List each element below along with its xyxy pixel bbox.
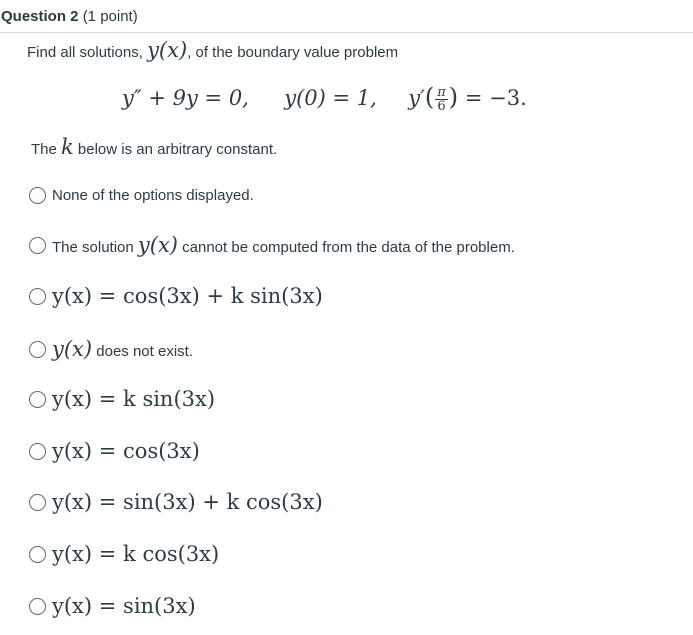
question-prompt xyxy=(27,38,398,65)
option-math: y(x) = k sin(3x) xyxy=(52,387,216,411)
constant-note-after: below is an arbitrary constant. xyxy=(73,141,278,158)
question-header xyxy=(0,0,693,33)
option-math: y(x) = sin(3x) + k cos(3x) xyxy=(52,490,323,514)
prompt-text-before: Find all solutions, xyxy=(27,44,148,61)
radio-button[interactable] xyxy=(29,341,46,358)
option-label xyxy=(52,337,193,361)
option-math: y(x) xyxy=(137,233,178,257)
radio-button[interactable] xyxy=(29,494,46,511)
constant-note-before: The xyxy=(31,141,62,158)
question-title: Question 2 xyxy=(1,8,79,25)
option-math: y(x) = cos(3x) xyxy=(52,439,200,463)
option-text-after: does not exist. xyxy=(92,343,193,360)
answer-option-cos-plus-ksin[interactable] xyxy=(29,284,323,308)
option-math: y(x) xyxy=(52,337,93,361)
question-points: (1 point) xyxy=(82,8,138,25)
answer-option-sin[interactable] xyxy=(29,594,196,618)
answer-option-none[interactable] xyxy=(29,187,254,204)
boundary-value-equation: y″ + 9y = 0, y(0) = 1, y′( $\frac{\pi}{6}$ ) = −3. xyxy=(122,83,527,114)
answer-option-sin-plus-kcos[interactable] xyxy=(29,490,323,514)
radio-button[interactable] xyxy=(29,598,46,615)
option-math: y(x) = k cos(3x) xyxy=(52,542,220,566)
constant-variable: k xyxy=(61,135,74,159)
option-math: y(x) = cos(3x) + k sin(3x) xyxy=(52,284,323,308)
prompt-text-after: , of the boundary value problem xyxy=(187,44,399,61)
answer-option-ksin[interactable] xyxy=(29,387,215,411)
option-label: None of the options displayed. xyxy=(52,187,254,204)
prompt-function: y(x) xyxy=(147,38,188,62)
option-math: y(x) = sin(3x) xyxy=(52,594,196,618)
equation-ode: y″ + 9y = 0, xyxy=(122,86,249,110)
equation-bc2-prefix: y′ xyxy=(408,86,425,110)
option-label xyxy=(52,233,515,257)
answer-option-kcos[interactable] xyxy=(29,542,219,566)
fraction-numerator: π xyxy=(437,85,446,100)
radio-button[interactable] xyxy=(29,237,46,254)
option-text-before: The solution xyxy=(52,239,138,256)
answer-option-does-not-exist[interactable] xyxy=(29,337,193,361)
equation-bc2-fraction xyxy=(435,86,448,113)
radio-button[interactable] xyxy=(29,288,46,305)
radio-button[interactable] xyxy=(29,391,46,408)
equation-bc1: y(0) = 1, xyxy=(284,86,377,110)
radio-button[interactable] xyxy=(29,187,46,204)
equation-bc2-suffix: = −3. xyxy=(464,86,527,110)
radio-button[interactable] xyxy=(29,546,46,563)
answer-option-cos[interactable] xyxy=(29,439,200,463)
fraction-denominator: 6 xyxy=(435,99,448,113)
constant-note xyxy=(31,134,277,163)
radio-button[interactable] xyxy=(29,443,46,460)
answer-option-cannot-compute[interactable] xyxy=(29,233,515,257)
option-text-after: cannot be computed from the data of the problem. xyxy=(177,239,515,256)
